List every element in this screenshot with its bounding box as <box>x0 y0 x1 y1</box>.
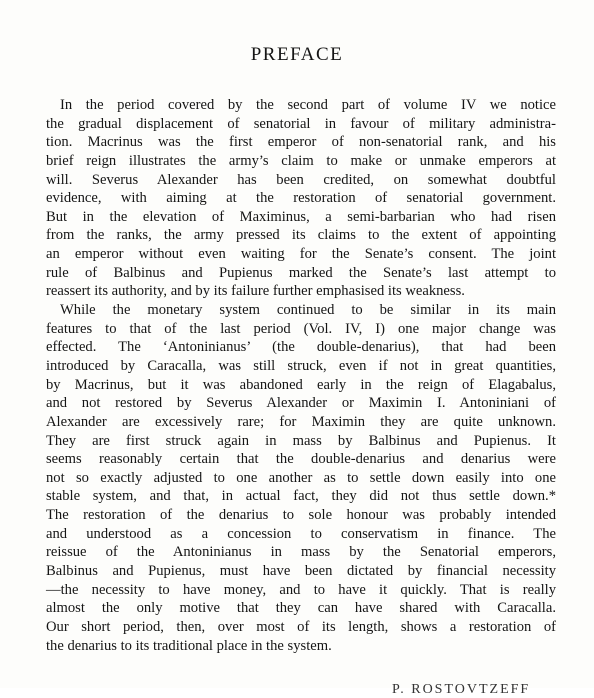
paragraph-2 <box>46 301 556 655</box>
text-line: The restoration of the denarius to sole honour was probably intended <box>46 507 556 524</box>
text-line: reassert its authority, and by its failure further emphasised its weakness. <box>46 283 465 300</box>
text-line: almost the only motive that they can have shared with Caracalla. <box>46 600 556 617</box>
text-line: will. Severus Alexander has been credited, on somewhat doubtful <box>46 171 556 188</box>
text-line: from the ranks, the army pressed its claims to the extent of appointing <box>46 227 556 244</box>
text-line: and not restored by Severus Alexander or Maximin I. Antoniniani of <box>46 395 556 412</box>
preface-body <box>46 96 556 655</box>
text-line: an emperor without even waiting for the Senate’s consent. The joint <box>46 246 556 263</box>
text-line: In the period covered by the second part of volume IV we notice <box>60 97 556 113</box>
text-line: effected. The ‘Antoninianus’ (the double-denarius), that had been <box>46 339 556 356</box>
text-line: seems reasonably certain that the double-denarius and denarius were <box>46 451 556 468</box>
text-line: Our short period, then, over most of its length, shows a restoration of <box>46 618 556 635</box>
text-line: Alexander are excessively rare; for Maximin they are quite unknown. <box>46 413 556 430</box>
text-line: But in the elevation of Maximinus, a semi-barbarian who had risen <box>46 208 556 225</box>
text-line: While the monetary system continued to be similar in its main <box>60 302 556 319</box>
text-line: not so exactly adjusted to one another as to settle down easily into one <box>46 469 556 486</box>
text-line: —the necessity to have money, and to have it quickly. That is really <box>46 581 556 598</box>
text-line: rule of Balbinus and Pupienus marked the Senate’s last attempt to <box>46 264 556 281</box>
text-line: tion. Macrinus was the first emperor of non-senatorial rank, and his <box>46 134 556 151</box>
text-line: by Macrinus, but it was abandoned early in the reign of Elagabalus, <box>46 376 556 393</box>
text-line: features to that of the last period (Vol. IV, I) one major change was <box>46 320 556 337</box>
text-line: introduced by Caracalla, was still struck, even if not in great quantities, <box>46 357 556 374</box>
cropped-signature-fragment: P. ROSTOVTZEFF <box>392 682 531 697</box>
text-line: the gradual displacement of senatorial in favour of military administra- <box>46 115 556 132</box>
text-line: the denarius to its traditional place in the system. <box>46 637 332 654</box>
page-title: PREFACE <box>250 44 344 65</box>
paragraph-1 <box>46 96 556 301</box>
text-line: evidence, with aiming at the restoration of senatorial government. <box>46 190 556 207</box>
text-line: stable system, and that, in actual fact, they did not thus settle down.* <box>46 488 556 505</box>
text-line: reissue of the Antoninianus in mass by the Senatorial emperors, <box>46 544 556 561</box>
text-line: brief reign illustrates the army’s claim to make or unmake emperors at <box>46 152 556 169</box>
text-line: Balbinus and Pupienus, must have been dictated by financial necessity <box>46 563 556 580</box>
text-line: and understood as a concession to conservatism in finance. The <box>46 525 556 542</box>
text-line: They are first struck again in mass by Balbinus and Pupienus. It <box>46 432 556 449</box>
